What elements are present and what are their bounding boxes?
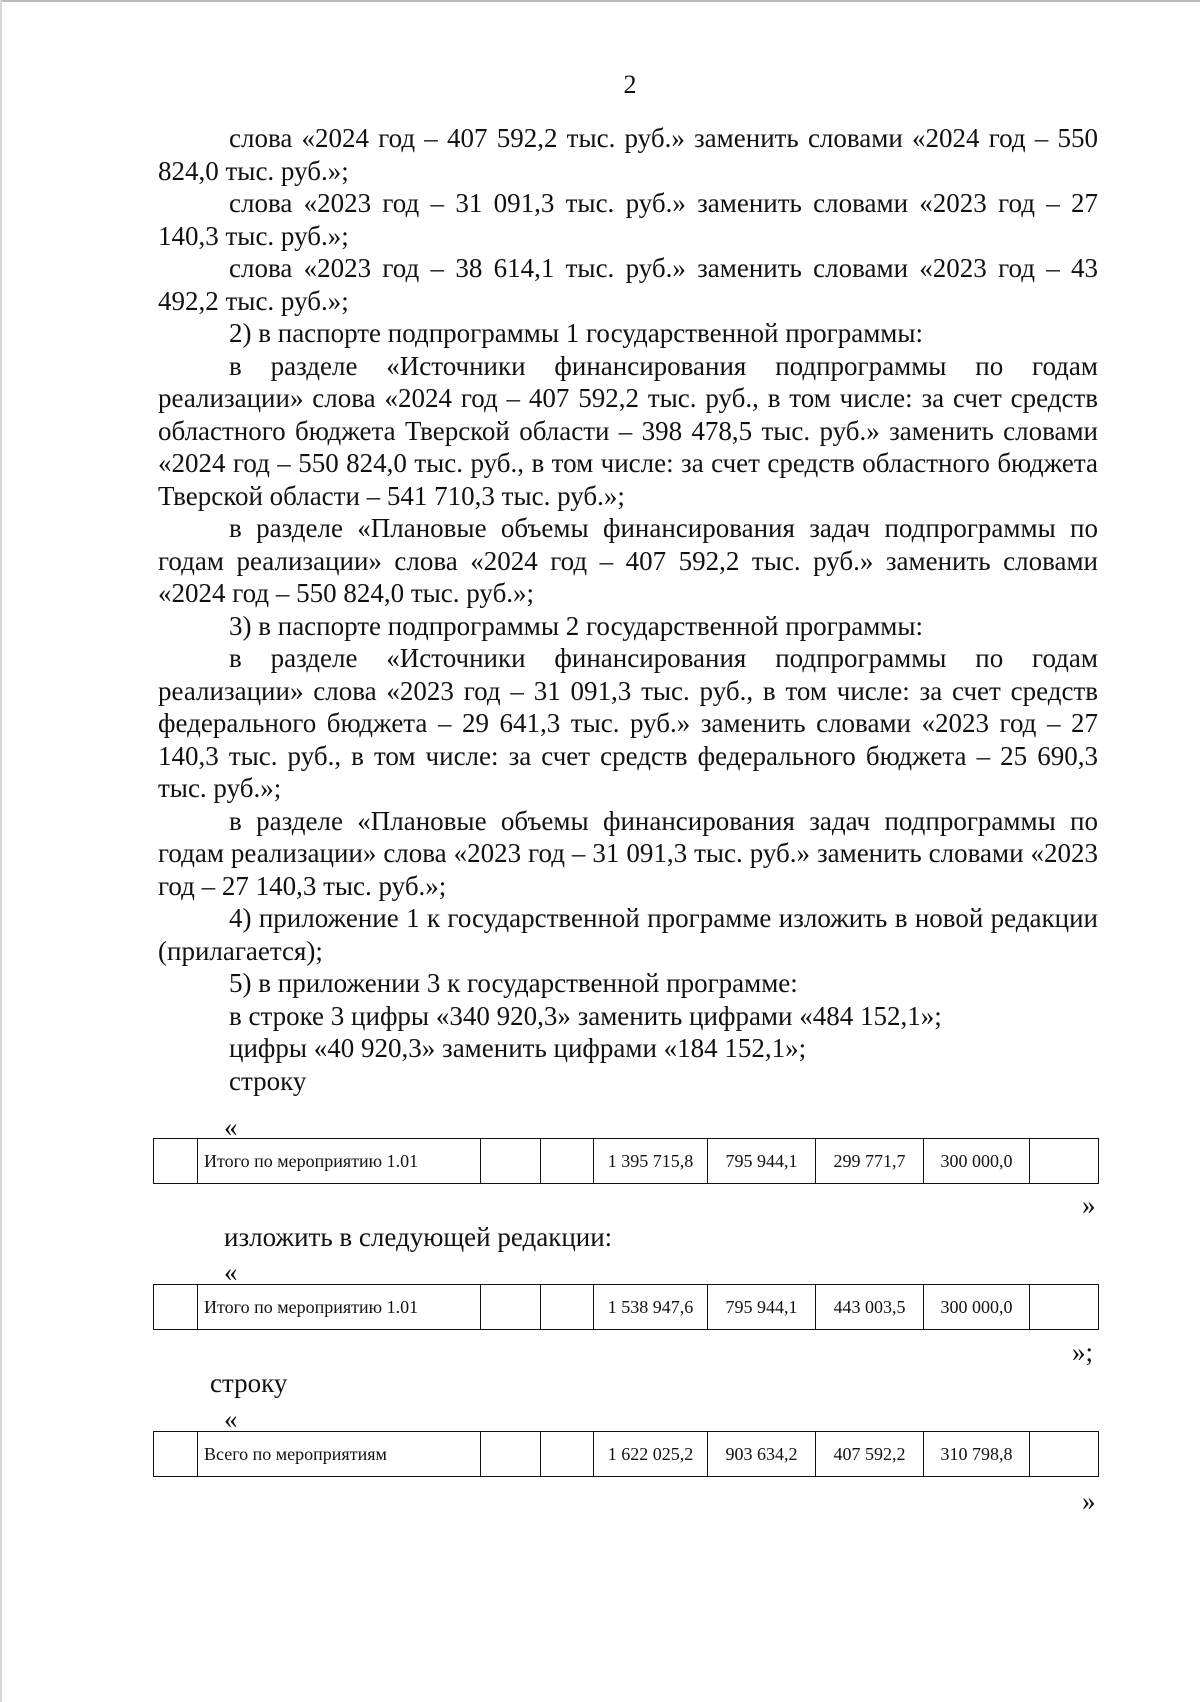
table-row-total xyxy=(153,1431,1099,1477)
page-number: 2 xyxy=(623,70,637,99)
paragraph-12: в строке 3 цифры «340 920,3» заменить цифрами «484 152,1»; xyxy=(229,1000,942,1031)
empty-cell xyxy=(481,1285,541,1330)
value-cell: 299 771,7 xyxy=(816,1139,924,1184)
value-cell: 903 634,2 xyxy=(708,1432,816,1477)
row-name: Итого по мероприятию 1.01 xyxy=(198,1139,481,1184)
empty-cell xyxy=(1030,1285,1099,1330)
paragraph-8: в разделе «Источники финансирования подпрограммы по годам реализации» слова «2023 год – 31 091,3 тыс. руб., в том числе: за счет средств федерального бюджета – 29 641,3 тыс. руб.» заменить словами «2023 год – 27 140,3 тыс. руб., в том числе: за счет средств федерального бюджета – 25 690,3 тыс. руб.»; xyxy=(158,643,1098,803)
value-cell: 795 944,1 xyxy=(708,1139,816,1184)
scan-edge-left xyxy=(0,0,2,1702)
value-cell: 1 622 025,2 xyxy=(594,1432,708,1477)
paragraph-1: слова «2024 год – 407 592,2 тыс. руб.» заменить словами «2024 год – 550 824,0 тыс. руб.»; xyxy=(158,123,1098,186)
empty-cell xyxy=(541,1285,594,1330)
label-new-edition: изложить в следующей редакции: xyxy=(224,1222,613,1252)
table-row-new-edition xyxy=(153,1284,1099,1330)
paragraph-6: в разделе «Плановые объемы финансирования задач подпрограммы по годам реализации» слова «2024 год – 407 592,2 тыс. руб.» заменить словами «2024 год – 550 824,0 тыс. руб.»; xyxy=(158,513,1098,608)
empty-cell xyxy=(541,1432,594,1477)
empty-cell xyxy=(154,1139,198,1184)
empty-cell xyxy=(1030,1432,1099,1477)
paragraph-13: цифры «40 920,3» заменить цифрами «184 152,1»; xyxy=(229,1033,807,1063)
value-cell: 443 003,5 xyxy=(816,1285,924,1330)
document-body xyxy=(158,122,1098,1097)
row-name: Всего по мероприятиям xyxy=(198,1432,481,1477)
value-cell: 300 000,0 xyxy=(924,1139,1030,1184)
table-row xyxy=(154,1432,1099,1477)
empty-cell xyxy=(154,1432,198,1477)
value-cell: 795 944,1 xyxy=(708,1285,816,1330)
quote-close-2: »; xyxy=(1072,1337,1094,1367)
paragraph-10: 4) приложение 1 к государственной программе изложить в новой редакции (прилагается); xyxy=(158,903,1098,966)
value-cell: 1 538 947,6 xyxy=(594,1285,708,1330)
paragraph-3: слова «2023 год – 38 614,1 тыс. руб.» заменить словами «2023 год – 43 492,2 тыс. руб.»; xyxy=(158,253,1098,316)
quote-open-3: « xyxy=(224,1404,238,1434)
paragraph-14: строку xyxy=(229,1065,307,1096)
table-row-original xyxy=(153,1138,1099,1184)
row-name: Итого по мероприятию 1.01 xyxy=(198,1285,481,1330)
empty-cell xyxy=(481,1432,541,1477)
empty-cell xyxy=(1030,1139,1099,1184)
table-row xyxy=(154,1285,1099,1330)
paragraph-5: в разделе «Источники финансирования подпрограммы по годам реализации» слова «2024 год – 407 592,2 тыс. руб., в том числе: за счет средств областного бюджета Тверской области – 398 478,5 тыс. руб.» заменить словами «2024 год – 550 824,0 тыс. руб., в том числе: за счет средств областного бюджета Тверской области – 541 710,3 тыс. руб.»; xyxy=(158,350,1098,511)
empty-cell xyxy=(154,1285,198,1330)
scan-edge-top xyxy=(0,0,1200,2)
value-cell: 300 000,0 xyxy=(924,1285,1030,1330)
value-cell: 310 798,8 xyxy=(924,1432,1030,1477)
paragraph-9: в разделе «Плановые объемы финансирования задач подпрограммы по годам реализации» слова «2023 год – 31 091,3 тыс. руб.» заменить словами «2023 год – 27 140,3 тыс. руб.»; xyxy=(158,805,1098,901)
quote-close-1: » xyxy=(1082,1190,1096,1220)
value-cell: 1 395 715,8 xyxy=(594,1139,708,1184)
label-row: строку xyxy=(210,1368,288,1398)
empty-cell xyxy=(481,1139,541,1184)
paragraph-4: 2) в паспорте подпрограммы 1 государственной программы: xyxy=(229,318,924,348)
quote-close-3: » xyxy=(1082,1486,1096,1516)
quote-open-1: « xyxy=(224,1112,238,1142)
quote-open-2: « xyxy=(224,1257,238,1287)
paragraph-2: слова «2023 год – 31 091,3 тыс. руб.» заменить словами «2023 год – 27 140,3 тыс. руб.»; xyxy=(158,188,1098,251)
paragraph-7: 3) в паспорте подпрограммы 2 государственной программы: xyxy=(229,610,924,641)
empty-cell xyxy=(541,1139,594,1184)
value-cell: 407 592,2 xyxy=(816,1432,924,1477)
paragraph-11: 5) в приложении 3 к государственной программе: xyxy=(229,968,798,998)
table-row xyxy=(154,1139,1099,1184)
